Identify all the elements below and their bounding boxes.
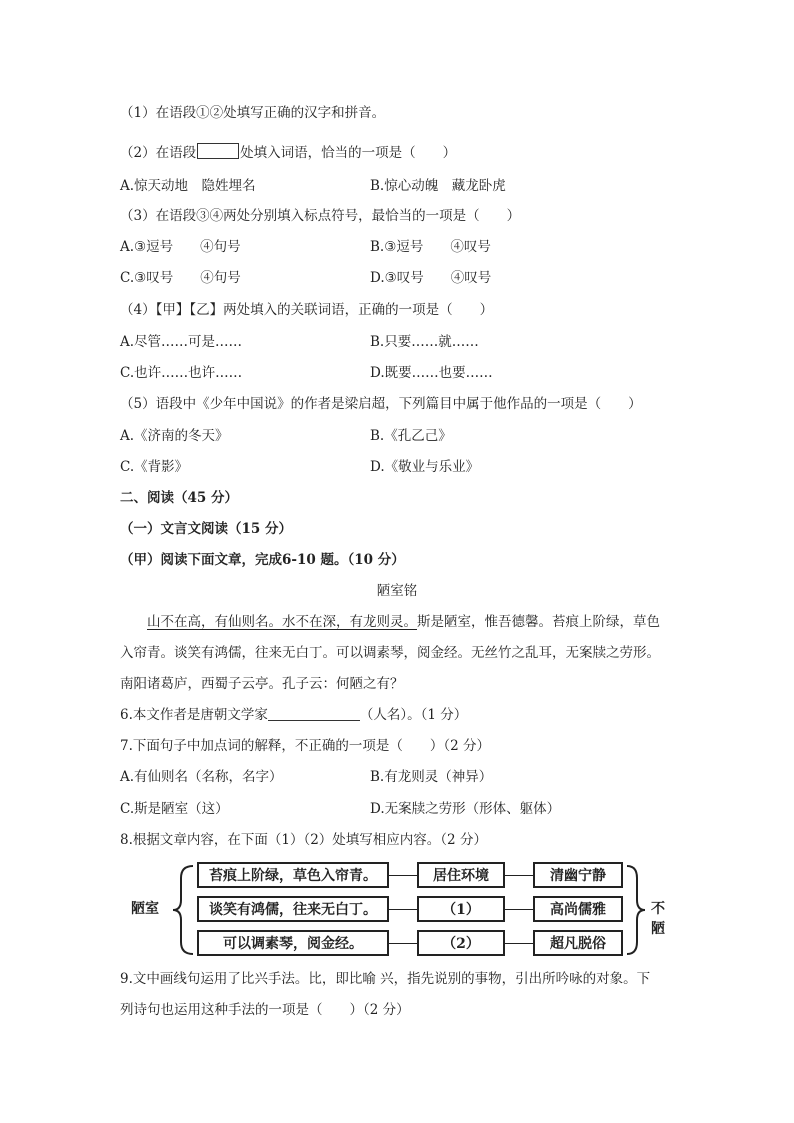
q6-instruction [120, 706, 467, 724]
connector [389, 943, 417, 944]
q4-option-a: A.尽管……可是…… [120, 334, 243, 350]
q2-option-a: A.惊天动地 隐姓埋名 [120, 178, 256, 194]
q3-instruction: （3）在语段③④两处分别填入标点符号，最恰当的一项是（ ） [120, 208, 521, 224]
connector [389, 875, 417, 876]
q8-instruction: 8.根据文章内容，在下面（1）（2）处填写相应内容。（2 分） [120, 832, 487, 848]
q5-option-b: B.《孔乙己》 [370, 428, 452, 444]
connector [389, 909, 417, 910]
passage-line-1-rest: 斯是陋室，惟吾德馨。苔痕上阶绿，草色 [417, 614, 660, 630]
aspect-box-1: 居住环境 [417, 862, 505, 888]
q6-text-b: （人名）。（1 分） [359, 707, 468, 723]
blank-box [197, 143, 239, 159]
q4-instruction: （4）【甲】【乙】两处填入的关联词语，正确的一项是（ ） [120, 302, 494, 318]
q3-option-a: A.③逗号 ④句号 [120, 239, 241, 255]
q5-option-d: D.《敬业与乐业》 [370, 459, 480, 475]
passage-line-1 [147, 613, 660, 631]
connector [505, 909, 533, 910]
q2-option-b: B.惊心动魄 藏龙卧虎 [370, 178, 506, 194]
q4-option-c: C.也许……也许…… [120, 365, 243, 381]
q4-option-b: B.只要……就…… [370, 334, 479, 350]
right-brace-icon [625, 864, 649, 956]
q9-instruction: 9.文中画线句运用了比兴手法。比，即比喻 兴，指先说别的事物，引出所吟咏的对象。下 [120, 971, 651, 987]
q2-text-a: （2）在语段 [120, 145, 197, 161]
quote-box-3: 可以调素琴，阅金经。 [197, 930, 389, 956]
q2-text-b: 处填入词语，恰当的一项是（ ） [240, 145, 457, 161]
q7-option-c: C.斯是陋室（这） [120, 801, 229, 817]
left-brace-icon [169, 864, 197, 956]
q5-option-a: A.《济南的冬天》 [120, 428, 229, 444]
aspect-box-2: （1） [417, 896, 505, 922]
q3-option-c: C.③叹号 ④句号 [120, 270, 241, 286]
passage-instruction: （甲）阅读下面文章，完成6-10 题。（10 分） [120, 552, 405, 568]
structure-diagram [125, 860, 665, 960]
quote-box-2: 谈笑有鸿儒，往来无白丁。 [197, 896, 389, 922]
q3-option-b: B.③逗号 ④叹号 [370, 239, 491, 255]
q1-instruction: （1）在语段①②处填写正确的汉字和拼音。 [120, 105, 386, 121]
underlined-sentence: 山不在高，有仙则名。水不在深，有龙则灵。 [147, 614, 417, 630]
q2-instruction [120, 143, 456, 162]
passage-title: 陋室铭 [376, 583, 418, 599]
q5-instruction: （5）语段中《少年中国说》的作者是梁启超，下列篇目中属于他作品的一项是（ ） [120, 396, 642, 412]
q9-instruction-cont: 列诗句也运用这种手法的一项是（ ）（2 分） [120, 1002, 410, 1018]
q7-option-d: D.无案牍之劳形（形体、躯体） [370, 801, 561, 817]
section-heading: 二、阅读（45 分） [120, 490, 238, 506]
trait-box-2: 高尚儒雅 [533, 896, 623, 922]
answer-blank [268, 708, 360, 721]
q4-option-d: D.既要……也要…… [370, 365, 493, 381]
q5-option-c: C.《背影》 [120, 459, 189, 475]
connector [505, 943, 533, 944]
quote-box-1: 苔痕上阶绿，草色入帘青。 [197, 862, 389, 888]
q6-text-a: 6.本文作者是唐朝文学家 [120, 707, 268, 723]
trait-box-1: 清幽宁静 [533, 862, 623, 888]
connector [505, 875, 533, 876]
q7-option-a: A.有仙则名（名称，名字） [120, 769, 283, 785]
diagram-right-label: 不陋 [651, 901, 665, 937]
trait-box-3: 超凡脱俗 [533, 930, 623, 956]
q3-option-d: D.③叹号 ④叹号 [370, 270, 492, 286]
subsection-heading: （一）文言文阅读（15 分） [120, 521, 292, 537]
passage-line-3: 南阳诸葛庐，西蜀子云亭。孔子云：何陋之有？ [120, 676, 404, 692]
passage-line-2: 入帘青。谈笑有鸿儒，往来无白丁。可以调素琴，阅金经。无丝竹之乱耳，无案牍之劳形。 [120, 645, 660, 661]
q7-instruction: 7.下面句子中加点词的解释，不正确的一项是（ ）（2 分） [120, 738, 491, 754]
aspect-box-3: （2） [417, 930, 505, 956]
q7-option-b: B.有龙则灵（神异） [370, 769, 493, 785]
diagram-left-label: 陋室 [131, 901, 159, 917]
